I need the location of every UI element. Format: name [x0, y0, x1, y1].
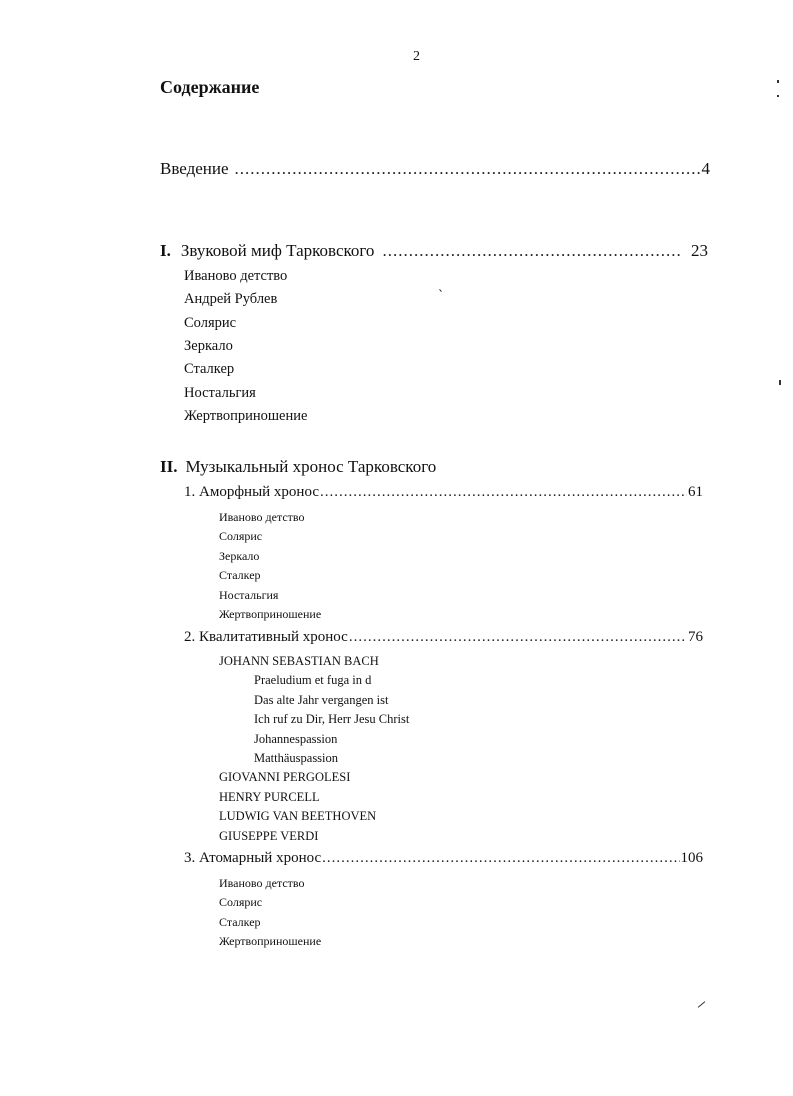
subsection-title: 3. Атомарный хронос	[184, 850, 322, 866]
work-item: Praeludium et fuga in d	[254, 673, 372, 687]
toc-page-number: 4	[701, 159, 710, 178]
film-item: Солярис	[219, 529, 263, 543]
work-item: Das alte Jahr vergangen ist	[254, 693, 389, 707]
dot-leader	[349, 629, 687, 646]
toc-section-1	[160, 241, 708, 261]
film-item: Сталкер	[219, 568, 261, 582]
page-number: 2	[413, 49, 420, 64]
toc-page-number: 76	[688, 629, 703, 645]
dot-leader	[322, 850, 679, 867]
dot-leader	[235, 159, 700, 179]
toc-subsection-3	[184, 850, 703, 867]
composer-item: GIUSEPPE VERDI	[219, 829, 319, 843]
subsection-title: 2. Квалитативный хронос	[184, 629, 348, 645]
toc-page-number: 106	[680, 850, 703, 866]
film-item: Солярис	[184, 315, 237, 331]
section-title: Звуковой миф Тарковского	[180, 241, 375, 260]
toc-subsection-2	[184, 629, 703, 646]
dot-leader	[382, 241, 681, 261]
film-item: Иваново детство	[219, 510, 305, 524]
film-item: Зеркало	[184, 338, 233, 354]
toc-section-2	[160, 457, 436, 477]
work-item: Johannespassion	[254, 732, 338, 746]
scan-mark	[698, 1001, 706, 1008]
composer-item: LUDWIG VAN BEETHOVEN	[219, 809, 377, 823]
film-item: Андрей Рублев	[184, 291, 278, 307]
work-item: Matthäuspassion	[254, 751, 339, 765]
film-item: Сталкер	[184, 361, 235, 377]
section-numeral: II.	[160, 457, 178, 476]
section-title: Музыкальный хронос Тарковского	[185, 457, 437, 476]
film-item: Жертвоприношение	[219, 607, 322, 621]
film-item: Ностальгия	[219, 588, 279, 602]
film-item: Ностальгия	[184, 385, 256, 401]
film-item: Иваново детство	[219, 876, 305, 890]
toc-subsection-1	[184, 484, 703, 501]
film-item: Зеркало	[219, 549, 260, 563]
film-item: Иваново детство	[184, 268, 288, 284]
film-item: Жертвоприношение	[219, 934, 322, 948]
toc-page-number: 23	[691, 241, 708, 260]
film-item: Сталкер	[219, 915, 261, 929]
scan-mark	[777, 95, 779, 97]
work-item: Ich ruf zu Dir, Herr Jesu Christ	[254, 712, 410, 726]
film-item: Жертвоприношение	[184, 408, 308, 424]
contents-title: Содержание	[160, 77, 260, 97]
subsection-title: 1. Аморфный хронос	[184, 484, 319, 500]
toc-entry-label: Введение	[160, 159, 229, 178]
toc-page-number: 61	[688, 484, 703, 500]
composer-item: JOHANN SEBASTIAN BACH	[219, 654, 379, 668]
composer-item: HENRY PURCELL	[219, 790, 320, 804]
scan-mark	[779, 380, 781, 385]
dot-leader	[320, 484, 687, 501]
composer-item: GIOVANNI PERGOLESI	[219, 770, 351, 784]
scan-mark	[439, 289, 442, 292]
film-item: Солярис	[219, 895, 263, 909]
toc-entry-intro	[160, 159, 710, 179]
section-numeral: I.	[160, 241, 171, 260]
scan-mark	[777, 80, 779, 83]
